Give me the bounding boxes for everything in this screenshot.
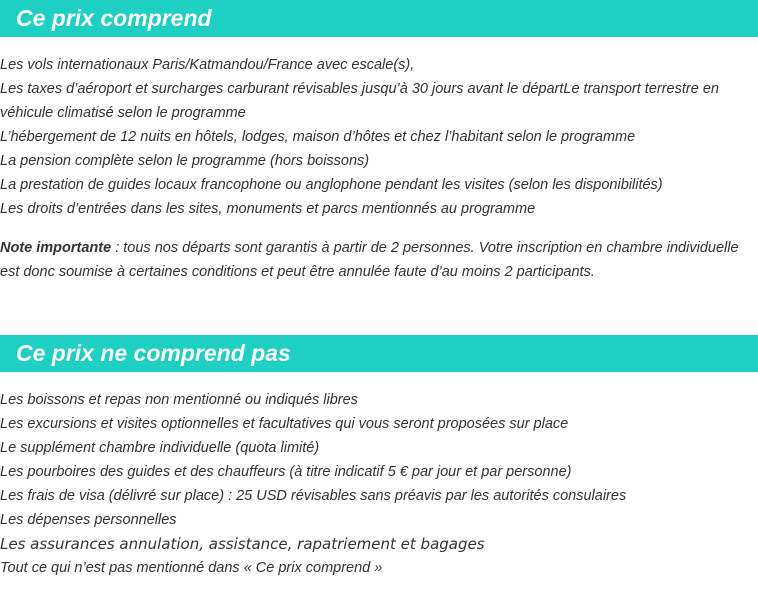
excluded-section-header [0, 335, 758, 372]
list-item: La prestation de guides locaux francophone ou anglophone pendant les visites (selon les disponibilités) [0, 177, 663, 193]
list-item: Les boissons et repas non mentionné ou indiqués libres [0, 392, 358, 408]
excluded-section-title: Ce prix ne comprend pas [16, 340, 291, 366]
list-item: Les assurances annulation, assistance, rapatriement et bagages [0, 535, 485, 553]
list-item: Les droits d’entrées dans les sites, monuments et parcs mentionnés au programme [0, 201, 536, 217]
important-note-text: : tous nos départs sont garantis à partir de 2 personnes. Votre inscription en chambre individuelle est donc soumise à certaines conditions et peut être annulée faute d’au moins 2 participants. [0, 240, 739, 280]
list-item: L’hébergement de 12 nuits en hôtels, lodges, maison d’hôtes et chez l’habitant selon le programme [0, 129, 636, 145]
important-note-label: Note importante [0, 240, 112, 256]
included-list [0, 53, 752, 221]
list-item: Les vols internationaux Paris/Katmandou/France avec escale(s), [0, 57, 415, 73]
list-item: Les taxes d’aéroport et surcharges carburant révisables jusqu’à 30 jours avant le départLe transport terrestre en véhicule climatisé selon le programme [0, 81, 719, 121]
list-item: Les pourboires des guides et des chauffeurs (à titre indicatif 5 € par jour et par personne) [0, 464, 572, 480]
list-item: Le supplément chambre individuelle (quota limité) [0, 440, 320, 456]
excluded-list [0, 388, 752, 580]
list-item: Tout ce qui n’est pas mentionné dans « Ce prix comprend » [0, 560, 383, 576]
included-section-header [0, 0, 758, 37]
list-item: La pension complète selon le programme (hors boissons) [0, 153, 370, 169]
list-item: Les dépenses personnelles [0, 512, 177, 528]
list-item: Les frais de visa (délivré sur place) : 25 USD révisables sans préavis par les autorités consulaires [0, 488, 627, 504]
list-item: Les excursions et visites optionnelles et facultatives qui vous seront proposées sur place [0, 416, 569, 432]
included-section-title: Ce prix comprend [16, 5, 212, 31]
important-note [0, 236, 752, 284]
